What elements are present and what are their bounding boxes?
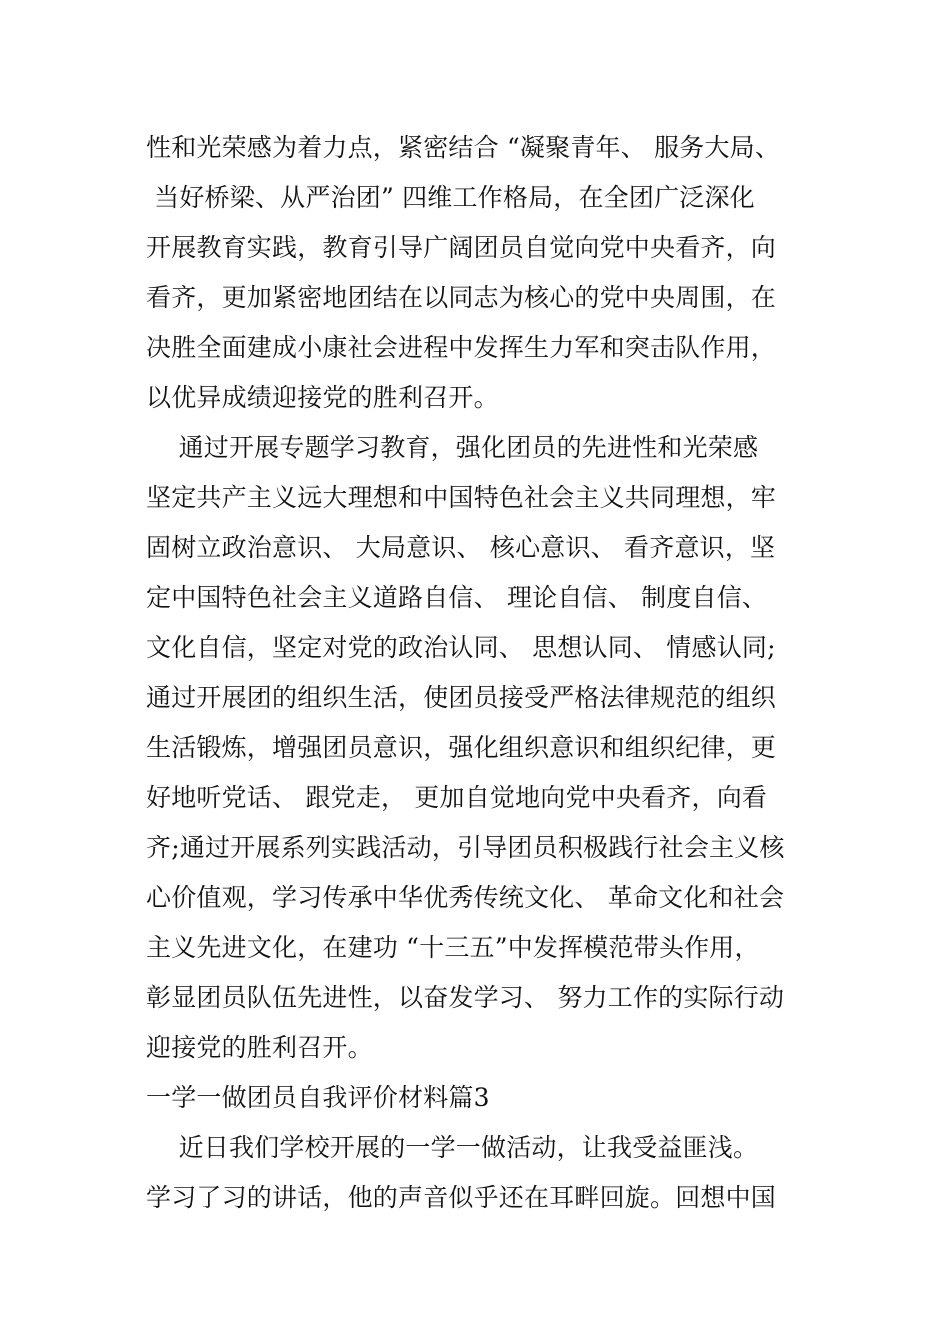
text-line: 坚定共产主义远大理想和中国特色社会主义共同理想，牢 <box>146 483 777 512</box>
text-line: 决胜全面建成小康社会进程中发挥生力军和突击队作用， <box>146 333 777 362</box>
text-line: 学习了习的讲话，他的声音似乎还在耳畔回旋。回想中国 <box>146 1183 777 1212</box>
section-heading: 一学一做团员自我评价材料篇3 <box>146 1083 490 1112</box>
text-line: 迎接党的胜利召开。 <box>146 1033 373 1062</box>
text-line: 以优异成绩迎接党的胜利召开。 <box>146 383 499 412</box>
text-line: 当好桥梁、从严治团” 四维工作格局，在全团广泛深化 <box>146 183 755 212</box>
text-line: 看齐，更加紧密地团结在以同志为核心的党中央周围，在 <box>146 283 777 312</box>
text-line: 通过开展专题学习教育，强化团员的先进性和光荣感 <box>146 433 759 462</box>
text-line: 主义先进文化，在建功 “十三五”中发挥模范带头作用， <box>146 933 760 962</box>
text-line: 彰显团员队伍先进性，以奋发学习、 努力工作的实际行动 <box>146 983 785 1012</box>
text-line: 好地听党话、 跟党走， 更加自觉地向党中央看齐，向看 <box>146 783 768 812</box>
text-line: 近日我们学校开展的一学一做活动，让我受益匪浅。 <box>146 1133 759 1162</box>
text-line: 生活锻炼，增强团员意识，强化组织意识和组织纪律，更 <box>146 733 777 762</box>
text-line: 固树立政治意识、 大局意识、 核心意识、 看齐意识，坚 <box>146 533 776 562</box>
text-line: 开展教育实践，教育引导广阔团员自觉向党中央看齐，向 <box>146 233 777 262</box>
text-line: 心价值观，学习传承中华优秀传统文化、 革命文化和社会 <box>146 883 785 912</box>
text-line: 定中国特色社会主义道路自信、 理论自信、 制度自信、 <box>146 583 768 612</box>
text-line: 通过开展团的组织生活，使团员接受严格法律规范的组织 <box>146 683 777 712</box>
text-line: 文化自信，坚定对党的政治认同、 思想认同、 情感认同; <box>146 633 776 662</box>
text-line: 齐;通过开展系列实践活动，引导团员积极践行社会主义核 <box>146 833 785 862</box>
text-line: 性和光荣感为着力点，紧密结合 “凝聚青年、 服务大局、 <box>146 133 781 162</box>
